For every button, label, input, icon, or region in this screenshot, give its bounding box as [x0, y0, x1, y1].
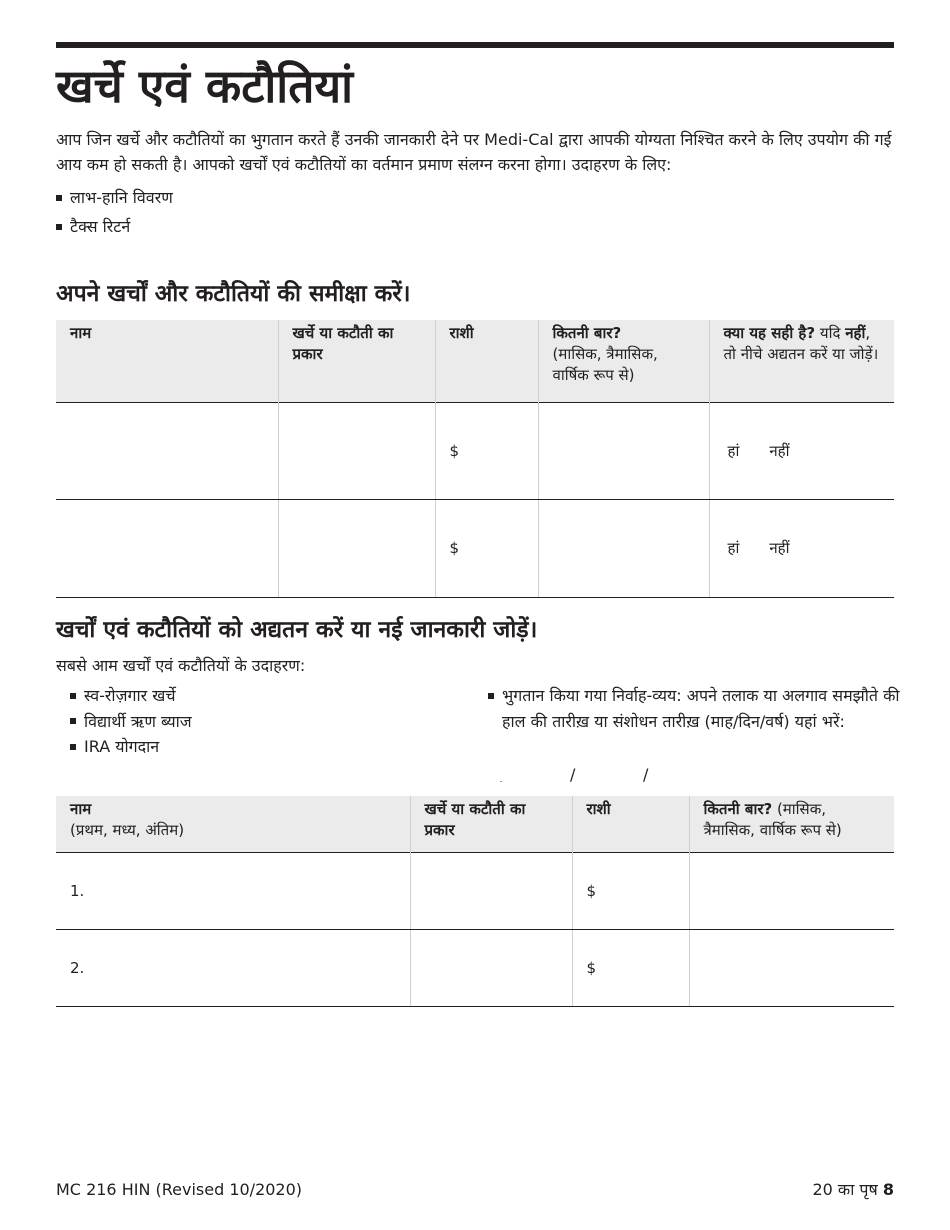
yes-option[interactable]: हां — [727, 441, 740, 460]
correct-cell — [709, 402, 894, 499]
type-cell[interactable] — [278, 499, 435, 597]
top-rule — [56, 42, 894, 48]
frequency-cell[interactable] — [538, 499, 709, 597]
frequency-cell[interactable] — [689, 852, 894, 929]
yes-option[interactable]: हां — [727, 539, 740, 557]
frequency-cell[interactable] — [538, 402, 709, 499]
header-frequency: कितनी बार? (मासिक, त्रैमासिक, वार्षिक रूप से) — [538, 320, 709, 402]
table-row — [56, 402, 894, 499]
intro-section — [56, 128, 894, 241]
name-cell[interactable] — [56, 929, 410, 1006]
amount-cell[interactable] — [435, 499, 538, 597]
list-item: विद्यार्थी ऋण ब्याज — [70, 709, 192, 735]
header-type: खर्चे या कटौती का प्रकार — [278, 320, 435, 402]
type-cell[interactable] — [410, 929, 572, 1006]
list-item: स्व-रोज़गार खर्चे — [70, 683, 192, 709]
table-row — [56, 929, 894, 1006]
page-label: 20 का पृष — [812, 1180, 883, 1199]
update-header-row — [56, 796, 894, 852]
amount-cell[interactable] — [572, 929, 689, 1006]
name-cell[interactable] — [56, 402, 278, 499]
date-separator: / — [570, 765, 576, 784]
header-name: नाम (प्रथम, मध्य, अंतिम) — [56, 796, 410, 852]
amount-cell[interactable] — [435, 402, 538, 499]
alimony-date-field[interactable] — [500, 762, 690, 788]
page-title: खर्चे एवं कटौतियां — [56, 59, 354, 113]
header-is-correct: क्या यह सही है? यदि नहीं, तो नीचे अद्यतन करें या जोड़ें। — [709, 320, 894, 402]
name-cell[interactable] — [56, 499, 278, 597]
header-name: नाम — [56, 320, 278, 402]
review-header-row — [56, 320, 894, 402]
header-frequency: कितनी बार? (मासिक, त्रैमासिक, वार्षिक रूप से) — [689, 796, 894, 852]
intro-text: आप जिन खर्चे और कटौतियों का भुगतान करते हैं उनकी जानकारी देने पर Medi-Cal द्वारा आपकी योग्यता निश्चित करने के लिए उपयोग की गई आय कम हो सकती है। आपको खर्चों एवं कटौतियों का वर्तमान प्रमाण संलग्न करना होगा। उदाहरण के लिए: — [56, 130, 892, 174]
currency-symbol: $ — [449, 441, 460, 460]
update-examples — [56, 654, 900, 769]
review-table — [56, 320, 894, 598]
no-option[interactable]: नहीं — [769, 539, 790, 557]
page-number: 8 — [882, 1180, 894, 1199]
form-id: MC 216 HIN (Revised 10/2020) — [56, 1180, 303, 1199]
currency-symbol: $ — [586, 881, 597, 900]
page-indicator — [812, 1178, 894, 1202]
alimony-example: भुगतान किया गया निर्वाह-व्यय: अपने तलाक या अलगाव समझौते की हाल की तारीख़ या संशोधन तारीख़ (माह/दिन/वर्ष) यहां भरें: — [488, 683, 902, 734]
header-amount: राशी — [435, 320, 538, 402]
no-option[interactable]: नहीं — [769, 441, 790, 460]
frequency-cell[interactable] — [689, 929, 894, 1006]
correct-cell — [709, 499, 894, 597]
review-heading: अपने खर्चों और कटौतियों की समीक्षा करें। — [56, 281, 411, 307]
date-field-mark — [500, 781, 502, 782]
currency-symbol: $ — [586, 958, 597, 977]
examples-intro: सबसे आम खर्चों एवं कटौतियों के उदाहरण: — [56, 656, 306, 675]
intro-example-list — [56, 183, 894, 241]
update-table — [56, 796, 894, 1007]
table-row — [56, 852, 894, 929]
header-amount: राशी — [572, 796, 689, 852]
type-cell[interactable] — [278, 402, 435, 499]
list-item: IRA योगदान — [70, 734, 192, 760]
intro-example: टैक्स रिटर्न — [56, 212, 894, 241]
row-number: 2. — [70, 958, 85, 977]
row-number: 1. — [70, 881, 85, 900]
name-cell[interactable] — [56, 852, 410, 929]
type-cell[interactable] — [410, 852, 572, 929]
date-separator: / — [643, 765, 649, 784]
examples-list — [70, 683, 192, 760]
amount-cell[interactable] — [572, 852, 689, 929]
table-row — [56, 499, 894, 597]
header-type: खर्चे या कटौती का प्रकार — [410, 796, 572, 852]
update-heading: खर्चों एवं कटौतियों को अद्यतन करें या नई जानकारी जोड़ें। — [56, 617, 538, 643]
intro-example: लाभ-हानि विवरण — [56, 183, 894, 212]
currency-symbol: $ — [449, 539, 460, 557]
